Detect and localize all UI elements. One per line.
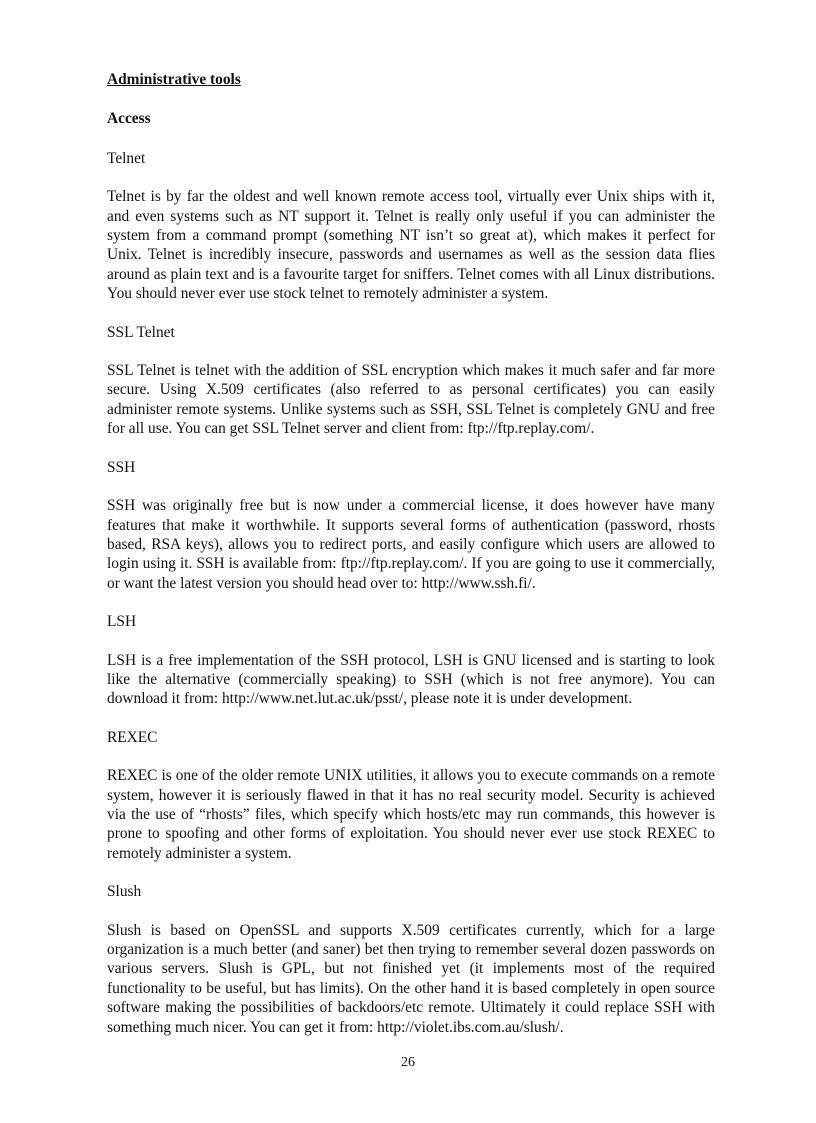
page-number: 26	[401, 1055, 415, 1070]
section-heading: Access	[107, 110, 151, 128]
entry-paragraph: LSH is a free implementation of the SSH protocol, LSH is GNU licensed and is starting to look like the alternative (commercially speaking) to SSH (which is not free anymore). You can download it from: http://www.net.lut.ac.uk/psst/, please note it is under development.	[107, 651, 715, 708]
entry-paragraph: Slush is based on OpenSSL and supports X.509 certificates currently, which for a large organization is a much better (and saner) bet then trying to remember several dozen passwords on various servers. Slush is GPL, but not finished yet (it implements most of the required functionality to be useful, but has limits). On the other hand it is based completely in open source software making the possibilities of backdoors/etc remote. Ultimately it could replace SSH with something much nicer. You can get it from: http://violet.ibs.com.au/slush/.	[107, 921, 715, 1036]
entry-heading: REXEC	[107, 728, 158, 746]
entry-paragraph: SSL Telnet is telnet with the addition of SSL encryption which makes it much safer and far more secure. Using X.509 certificates (also referred to as personal certificates) you can easily administer remote systems. Unlike systems such as SSH, SSL Telnet is completely GNU and free for all use. You can get SSL Telnet server and client from: ftp://ftp.replay.com/.	[107, 362, 715, 438]
entry-ssl-telnet	[107, 323, 715, 439]
page-content	[107, 70, 715, 1037]
entry-heading: Slush	[107, 883, 142, 901]
entry-lsh	[107, 612, 715, 709]
entry-paragraph: SSH was originally free but is now under a commercial license, it does however have many features that make it worthwhile. It supports several forms of authentication (password, rhosts based, RSA keys), allows you to redirect ports, and easily configure which users are allowed to login using it. SSH is available from: ftp://ftp.replay.com/. If you are going to use it commercially, or want the latest version you should head over to: http://www.ssh.fi/.	[107, 497, 715, 592]
entry-ssh	[107, 458, 715, 593]
entry-paragraph: REXEC is one of the older remote UNIX utilities, it allows you to execute commands on a remote system, however it is seriously flawed in that it has no real security model. Security is achieved via the use of “rhosts” files, which specify which hosts/etc may run commands, this however is prone to spoofing and other forms of exploitation. You should never ever use stock REXEC to remotely administer a system.	[107, 767, 715, 862]
entry-heading: SSH	[107, 458, 136, 476]
document-title: Administrative tools	[107, 71, 241, 88]
entry-slush	[107, 882, 715, 1037]
entry-paragraph: Telnet is by far the oldest and well known remote access tool, virtually ever Unix ships with it, and even systems such as NT support it. Telnet is really only useful if you can administer the system from a command prompt (something NT isn’t so great at), which makes it perfect for Unix. Telnet is incredibly insecure, passwords and usernames as well as the session data flies around as plain text and is a favourite target for sniffers. Telnet comes with all Linux distributions. You should never ever use stock telnet to remotely administer a system.	[107, 188, 715, 303]
entry-heading: Telnet	[107, 149, 146, 167]
entry-rexec	[107, 728, 715, 863]
entry-telnet	[107, 149, 715, 304]
entry-heading: SSL Telnet	[107, 323, 175, 341]
entry-heading: LSH	[107, 613, 137, 631]
